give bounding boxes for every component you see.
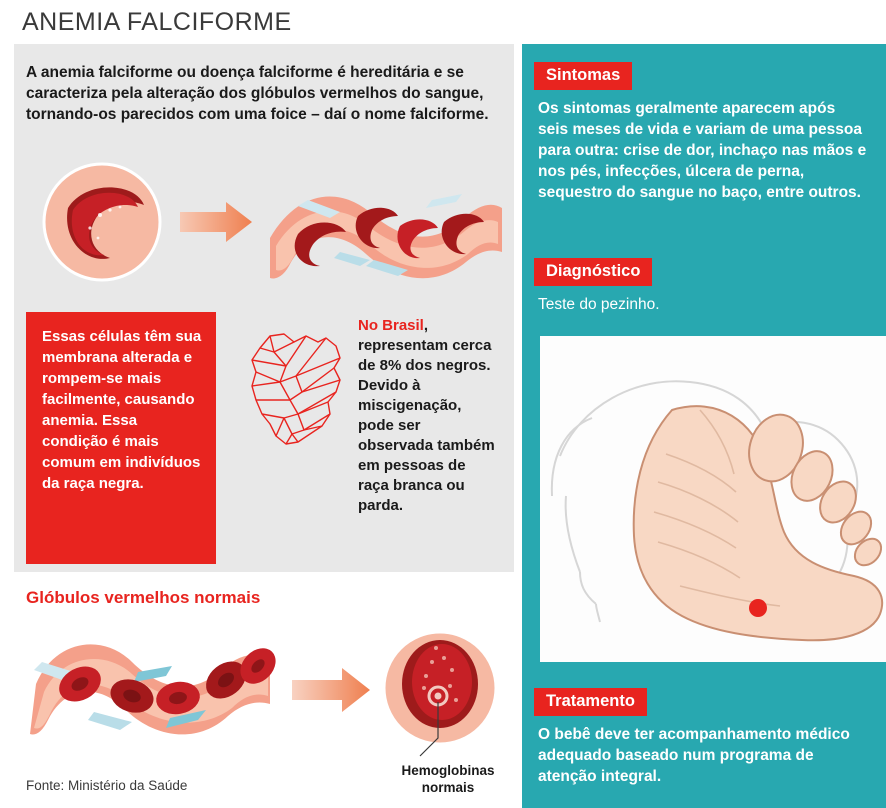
section-heading-sintomas: Sintomas [534,62,632,90]
section-heading-diagnostico: Diagnóstico [534,258,652,286]
brasil-text-block [358,316,498,516]
section-heading-tratamento: Tratamento [534,688,647,716]
source-credit: Fonte: Ministério da Saúde [26,778,188,793]
intro-paragraph: A anemia falciforme ou doença falciforme é hereditária e se caracteriza pela alteração dos glóbulos vermelhos do sangue, tornando-os parecidos com uma foice – daí o nome falciforme. [26,64,489,123]
page-title: ANEMIA FALCIFORME [22,8,292,36]
section-body-diagnostico: Teste do pezinho. [538,296,660,313]
red-caption-box: Essas células têm sua membrana alterada e rompem-se mais facilmente, causando anemia. Essa condição é mais comum em indivíduos da raça negra. [26,312,216,564]
sickle-cell-illustration [40,160,510,310]
hemoglobins-label: Hemoglobinas normais [401,763,495,795]
brasil-rest: , representam cerca de 8% dos negros. Devido à miscigenação, pode ser observada também em pessoas de raça branca ou parda. [358,317,495,514]
brasil-highlight: No Brasil [358,317,424,334]
normal-cells-illustration [20,618,520,778]
brazil-map [240,322,360,462]
heel-prick-dot [749,599,767,617]
foot-photo [540,336,886,662]
section-body-sintomas: Os sintomas geralmente aparecem após seis meses de vida e variam de uma pessoa para outra: crise de dor, inchaço nas mãos e nos pés, infecções, úlcera de perna, sequestro do sangue no baço, entre outros. [538,100,867,201]
normal-cells-title: Glóbulos vermelhos normais [26,588,261,607]
section-body-tratamento: O bebê deve ter acompanhamento médico adequado baseado num programa de atenção integral. [538,726,850,785]
